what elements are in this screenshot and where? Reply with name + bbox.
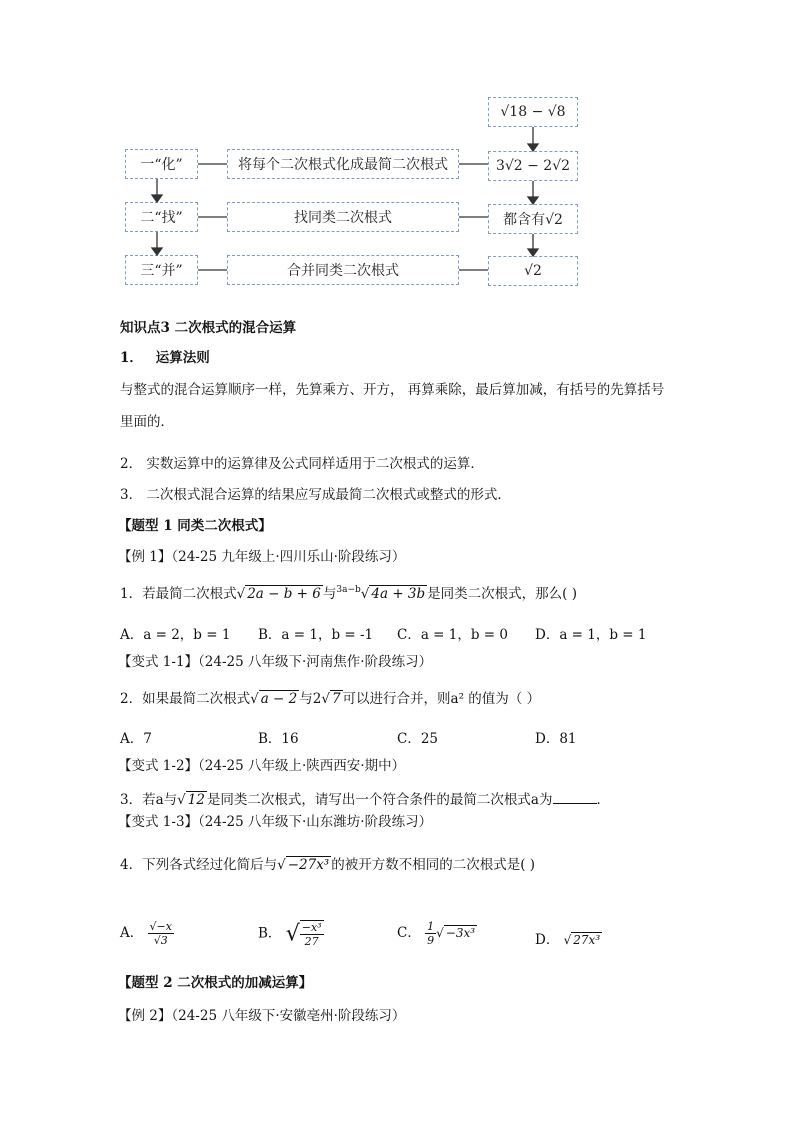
section-title: 知识点3 二次根式的混合运算 bbox=[120, 320, 297, 336]
q1-mid: 与 bbox=[322, 586, 337, 602]
q4-option-a-expr: $\frac{√-x}{√3}$ bbox=[149, 920, 172, 947]
step1-label: 一“化” bbox=[140, 157, 183, 173]
q1-option-b[interactable]: B．a = 1，b = -1 bbox=[258, 627, 374, 643]
q4-option-d-radical: 27x³ bbox=[573, 933, 601, 947]
step3-desc: 合并同类二次根式 bbox=[287, 263, 399, 279]
rule1-text-b: 里面的． bbox=[120, 414, 174, 430]
q4-prefix: 4．下列各式经过化简后与 bbox=[120, 857, 278, 873]
step2-result: 都含有√2 bbox=[503, 212, 563, 228]
type2-heading: 【题型 2 二次根式的加减运算】 bbox=[118, 975, 313, 991]
q3-radical: 12 bbox=[187, 792, 205, 808]
q2-option-c[interactable]: C．25 bbox=[397, 731, 439, 747]
step2-label: 二“找” bbox=[140, 210, 183, 226]
variant-1-2-tag: 【变式 1-2】（24-25 八年级上·陕西西安·期中） bbox=[118, 758, 406, 774]
q4-option-a-label: A． bbox=[120, 925, 144, 941]
q3-end: ． bbox=[596, 792, 610, 808]
step3-result: √2 bbox=[524, 263, 542, 279]
q4-option-b-label: B． bbox=[258, 925, 282, 942]
q4-option-b-expr: $\frac{\text{−x³}}{27}$ bbox=[301, 921, 322, 948]
q1-option-a[interactable]: A．a = 2，b = 1 bbox=[120, 627, 231, 643]
q3-prefix: 3．若a与 bbox=[120, 792, 178, 808]
q1-radical-2: 4a + 3b bbox=[371, 586, 426, 602]
q4-radical: −27x³ bbox=[287, 857, 330, 873]
step2-desc: 找同类二次根式 bbox=[294, 210, 392, 226]
q2-option-d[interactable]: D．81 bbox=[535, 731, 577, 747]
top-expression: √18 − √8 bbox=[500, 104, 566, 120]
q2-radical-1: a − 2 bbox=[260, 691, 298, 707]
q4-option-c-label: C． bbox=[397, 925, 421, 941]
example1-tag: 【例 1】（24-25 九年级上·四川乐山·阶段练习） bbox=[118, 549, 406, 565]
q4-option-d-label: D． bbox=[535, 932, 560, 948]
question-3: 3．若a与√ 12 是同类二次根式，请写出一个符合条件的最简二次根式a为 ． bbox=[120, 792, 610, 808]
q4-option-b[interactable]: B． √ $\frac{\text{−x³}}{27}$ bbox=[258, 921, 322, 948]
rule1-text-a: 与整式的混合运算顺序一样，先算乘方、开方， 再算乘除，最后算加减，有括号的先算括号 bbox=[120, 382, 665, 398]
type1-heading: 【题型 1 同类二次根式】 bbox=[118, 518, 272, 534]
rule2: 2． 实数运算中的运算律及公式同样适用于二次根式的运算． bbox=[120, 456, 484, 472]
rule3: 3． 二次根式混合运算的结果应写成最简二次根式或整式的形式． bbox=[120, 487, 511, 503]
q2-option-a[interactable]: A．7 bbox=[120, 731, 152, 747]
q2-mid: 与2 bbox=[299, 691, 322, 707]
q4-option-c[interactable]: C． $\frac{1}{9}$ √ −3x³ bbox=[397, 920, 476, 947]
q3-suffix: 是同类二次根式，请写出一个符合条件的最简二次根式a为 bbox=[206, 792, 553, 808]
variant-1-3-tag: 【变式 1-3】（24-25 八年级下·山东潍坊·阶段练习） bbox=[118, 814, 433, 830]
rule1-heading bbox=[120, 350, 210, 366]
q4-option-d[interactable]: D． √ 27x³ bbox=[535, 932, 601, 948]
q4-option-c-frac: $\frac{1}{9}$ bbox=[427, 920, 435, 947]
step1-result: 3√2 − 2√2 bbox=[495, 158, 571, 174]
q1-option-c[interactable]: C．a = 1，b = 0 bbox=[397, 627, 508, 643]
question-4: 4．下列各式经过化简后与√ −27x³ 的被开方数不相同的二次根式是( ) bbox=[120, 857, 536, 873]
question-2: 2．如果最简二次根式√ a − 2 与2√ 7 可以进行合并，则a² 的值为（ ） bbox=[120, 691, 541, 707]
q3-answer-blank[interactable] bbox=[553, 803, 597, 804]
q4-option-a[interactable] bbox=[120, 920, 174, 947]
q2-option-b[interactable]: B．16 bbox=[258, 731, 299, 747]
variant-1-1-tag: 【变式 1-1】（24-25 八年级下·河南焦作·阶段练习） bbox=[118, 654, 433, 670]
q1-prefix: 1．若最简二次根式 bbox=[120, 586, 237, 602]
question-1: 1．若最简二次根式√ 2a − b + 6 与$^{3a-b}$√ 4a + 3b 是同类二次根式，那么( ) bbox=[120, 585, 577, 602]
rule1-num: 1． bbox=[120, 350, 143, 366]
q4-option-c-radical: −3x³ bbox=[445, 926, 476, 940]
q1-option-d[interactable]: D．a = 1，b = 1 bbox=[535, 627, 647, 643]
q2-prefix: 2．如果最简二次根式 bbox=[120, 691, 251, 707]
q4-suffix: 的被开方数不相同的二次根式是( ) bbox=[331, 857, 536, 873]
rule1-title: 运算法则 bbox=[155, 350, 210, 366]
step3-label: 三“并” bbox=[140, 263, 183, 279]
step1-desc: 将每个二次根式化成最简二次根式 bbox=[238, 157, 448, 173]
diagram-connectors bbox=[0, 0, 794, 300]
q2-suffix: 可以进行合并，则a² 的值为（ ） bbox=[342, 691, 541, 707]
q2-radical-2: 7 bbox=[331, 691, 341, 707]
example2-tag: 【例 2】（24-25 八年级下·安徽亳州·阶段练习） bbox=[118, 1008, 406, 1024]
q1-radical-1: 2a − b + 6 bbox=[247, 586, 321, 602]
q1-suffix: 是同类二次根式，那么( ) bbox=[427, 586, 577, 602]
